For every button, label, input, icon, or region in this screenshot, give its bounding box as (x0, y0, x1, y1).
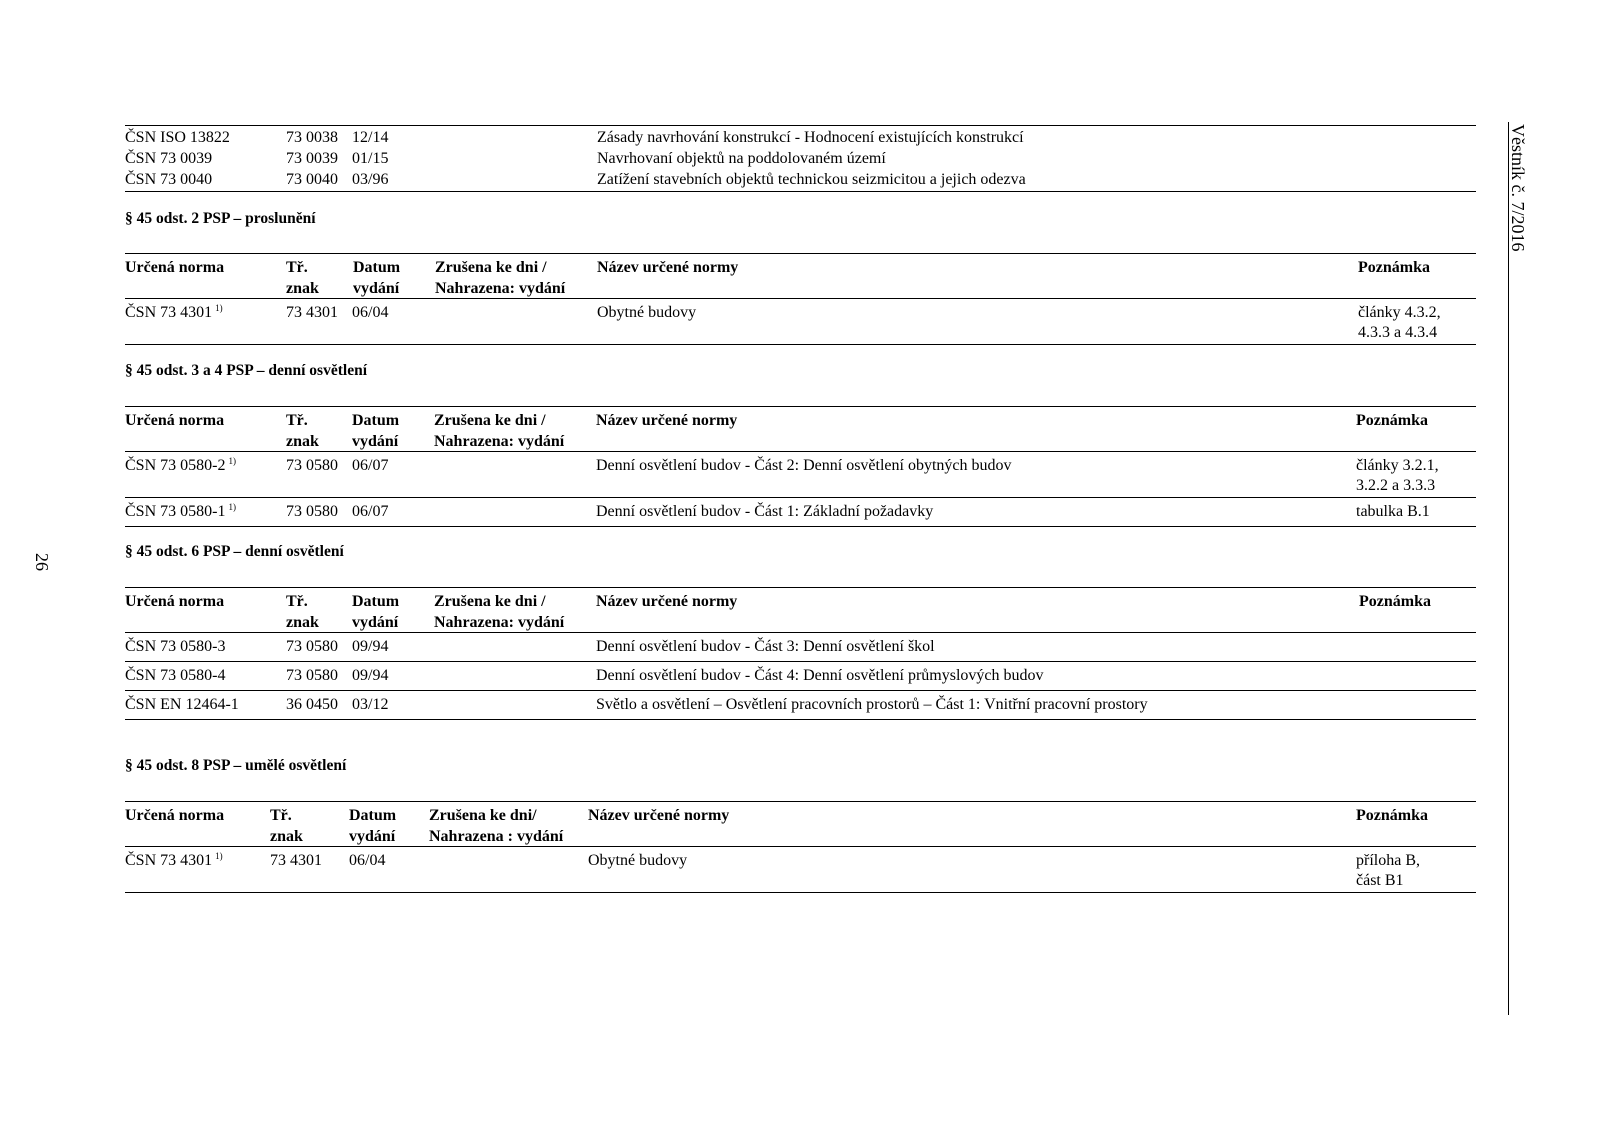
title-cell: Obytné budovy (597, 304, 697, 321)
code-cell: 36 0450 (286, 696, 338, 713)
note-cell: tabulka B.1 (1356, 503, 1430, 520)
date-cell: 06/07 (352, 457, 389, 474)
code-cell: 73 0580 (286, 667, 338, 684)
header-cancel-line2: Nahrazena : vydání (429, 828, 564, 845)
table-row (125, 127, 1476, 148)
table-row (125, 498, 1476, 527)
title-cell: Denní osvětlení budov - Část 4: Denní osvětlení průmyslových budov (596, 667, 1044, 684)
header-cancel-line2: Nahrazena: vydání (434, 614, 565, 631)
section-title: § 45 odst. 3 a 4 PSP – denní osvětlení (125, 362, 367, 379)
section-table (125, 802, 1476, 893)
table-header (125, 588, 1476, 633)
header-title: Název určené normy (588, 807, 730, 824)
header-date-line1: Datum (349, 807, 397, 824)
date-cell: 01/15 (352, 150, 389, 167)
code-cell: 73 0580 (286, 638, 338, 655)
date-cell: 03/96 (352, 171, 389, 188)
date-cell: 03/12 (352, 696, 389, 713)
section-table (125, 588, 1476, 720)
header-cancel-line2: Nahrazena: vydání (435, 280, 566, 297)
header-norm: Určená norma (125, 593, 225, 610)
header-code-line2: znak (286, 614, 319, 631)
footnote-mark: 1) (228, 455, 236, 466)
table-row (125, 148, 1476, 169)
norm-cell: ČSN 73 4301 $^{1)}$ (125, 850, 223, 869)
table-row (125, 169, 1476, 192)
section-title: § 45 odst. 6 PSP – denní osvětlení (125, 543, 344, 560)
table-row (125, 662, 1476, 691)
code-cell: 73 0040 (286, 171, 338, 188)
header-cancel-line1: Zrušena ke dni / (435, 259, 547, 276)
journal-issue: Věstník č. 7/2016 (1508, 124, 1528, 252)
norm-cell: ČSN 73 0580-3 (125, 638, 226, 655)
header-cancel-line2: Nahrazena: vydání (434, 433, 565, 450)
right-margin-rule (1508, 122, 1509, 1015)
title-cell: Zatížení stavebních objektů technickou seizmicitou a jejich odezva (597, 171, 1026, 188)
header-norm: Určená norma (125, 259, 225, 276)
norm-cell: ČSN 73 4301 $^{1)}$ (125, 302, 223, 321)
date-cell: 09/94 (352, 667, 389, 684)
table-header (125, 407, 1476, 452)
footnote-mark: 1) (215, 302, 223, 313)
footnote-mark: 1) (215, 850, 223, 861)
header-title: Název určené normy (596, 412, 738, 429)
title-cell: Navrhovaní objektů na poddolovaném území (597, 150, 886, 167)
header-code-line1: Tř. (286, 259, 308, 276)
date-cell: 06/04 (352, 304, 389, 321)
header-date-line2: vydání (352, 433, 399, 450)
date-cell: 06/07 (352, 503, 389, 520)
top-table-top-rule (125, 125, 1476, 126)
note-cell-line1: články 3.2.1, (1356, 457, 1439, 474)
section-title: § 45 odst. 8 PSP – umělé osvětlení (125, 757, 347, 774)
norm-cell: ČSN 73 0580-1 $^{1)}$ (125, 501, 236, 520)
norm-cell: ČSN 73 0580-4 (125, 667, 226, 684)
title-cell: Denní osvětlení budov - Část 2: Denní osvětlení obytných budov (596, 457, 1012, 474)
header-note: Poznámka (1359, 593, 1431, 610)
date-cell: 09/94 (352, 638, 389, 655)
header-date-line1: Datum (352, 593, 400, 610)
norm-cell: ČSN EN 12464-1 (125, 696, 239, 713)
section-table (125, 254, 1476, 345)
table-row (125, 847, 1476, 893)
code-cell: 73 0038 (286, 129, 338, 146)
table-row (125, 691, 1476, 720)
title-cell: Denní osvětlení budov - Část 3: Denní osvětlení škol (596, 638, 935, 655)
header-code-line2: znak (286, 280, 319, 297)
page-number: 26 (32, 553, 52, 571)
note-cell-line2: část B1 (1356, 872, 1404, 889)
header-date-line1: Datum (352, 412, 400, 429)
code-cell: 73 4301 (270, 852, 322, 869)
date-cell: 12/14 (352, 129, 389, 146)
header-date-line2: vydání (353, 280, 400, 297)
header-note: Poznámka (1356, 412, 1428, 429)
header-date-line2: vydání (349, 828, 396, 845)
norm-cell: ČSN 73 0039 (125, 150, 213, 167)
header-note: Poznámka (1358, 259, 1430, 276)
top-table (125, 127, 1476, 192)
header-date-line2: vydání (352, 614, 399, 631)
norm-cell: ČSN 73 0040 (125, 171, 213, 188)
footnote-mark: 1) (228, 501, 236, 512)
header-cancel-line1: Zrušena ke dni / (434, 412, 546, 429)
table-row (125, 452, 1476, 498)
table-row (125, 633, 1476, 662)
section-title: § 45 odst. 2 PSP – proslunění (125, 210, 316, 227)
header-code-line1: Tř. (286, 593, 308, 610)
section-table (125, 407, 1476, 527)
note-cell-line2: 4.3.3 a 4.3.4 (1358, 324, 1438, 341)
header-code-line2: znak (286, 433, 319, 450)
norm-cell: ČSN 73 0580-2 $^{1)}$ (125, 455, 236, 474)
table-row (125, 299, 1476, 345)
title-cell: Denní osvětlení budov - Část 1: Základní požadavky (596, 503, 934, 520)
header-title: Název určené normy (597, 259, 739, 276)
header-code-line1: Tř. (286, 412, 308, 429)
title-cell: Zásady navrhování konstrukcí - Hodnocení existujících konstrukcí (597, 129, 1024, 146)
header-cancel-line1: Zrušena ke dni/ (429, 807, 537, 824)
header-code-line1: Tř. (270, 807, 292, 824)
code-cell: 73 0039 (286, 150, 338, 167)
norm-cell: ČSN ISO 13822 (125, 129, 230, 146)
code-cell: 73 0580 (286, 503, 338, 520)
note-cell-line1: články 4.3.2, (1358, 304, 1441, 321)
header-norm: Určená norma (125, 412, 225, 429)
table-header (125, 802, 1476, 847)
header-cancel-line1: Zrušena ke dni / (434, 593, 546, 610)
header-date-line1: Datum (353, 259, 401, 276)
code-cell: 73 4301 (286, 304, 338, 321)
header-code-line2: znak (270, 828, 303, 845)
date-cell: 06/04 (349, 852, 386, 869)
code-cell: 73 0580 (286, 457, 338, 474)
note-cell-line2: 3.2.2 a 3.3.3 (1356, 477, 1436, 494)
title-cell: Obytné budovy (588, 852, 688, 869)
header-title: Název určené normy (596, 593, 738, 610)
table-header (125, 254, 1476, 299)
header-note: Poznámka (1356, 807, 1428, 824)
header-norm: Určená norma (125, 807, 225, 824)
note-cell-line1: příloha B, (1356, 852, 1420, 869)
title-cell: Světlo a osvětlení – Osvětlení pracovních prostorů – Část 1: Vnitřní pracovní prostory (596, 696, 1148, 713)
